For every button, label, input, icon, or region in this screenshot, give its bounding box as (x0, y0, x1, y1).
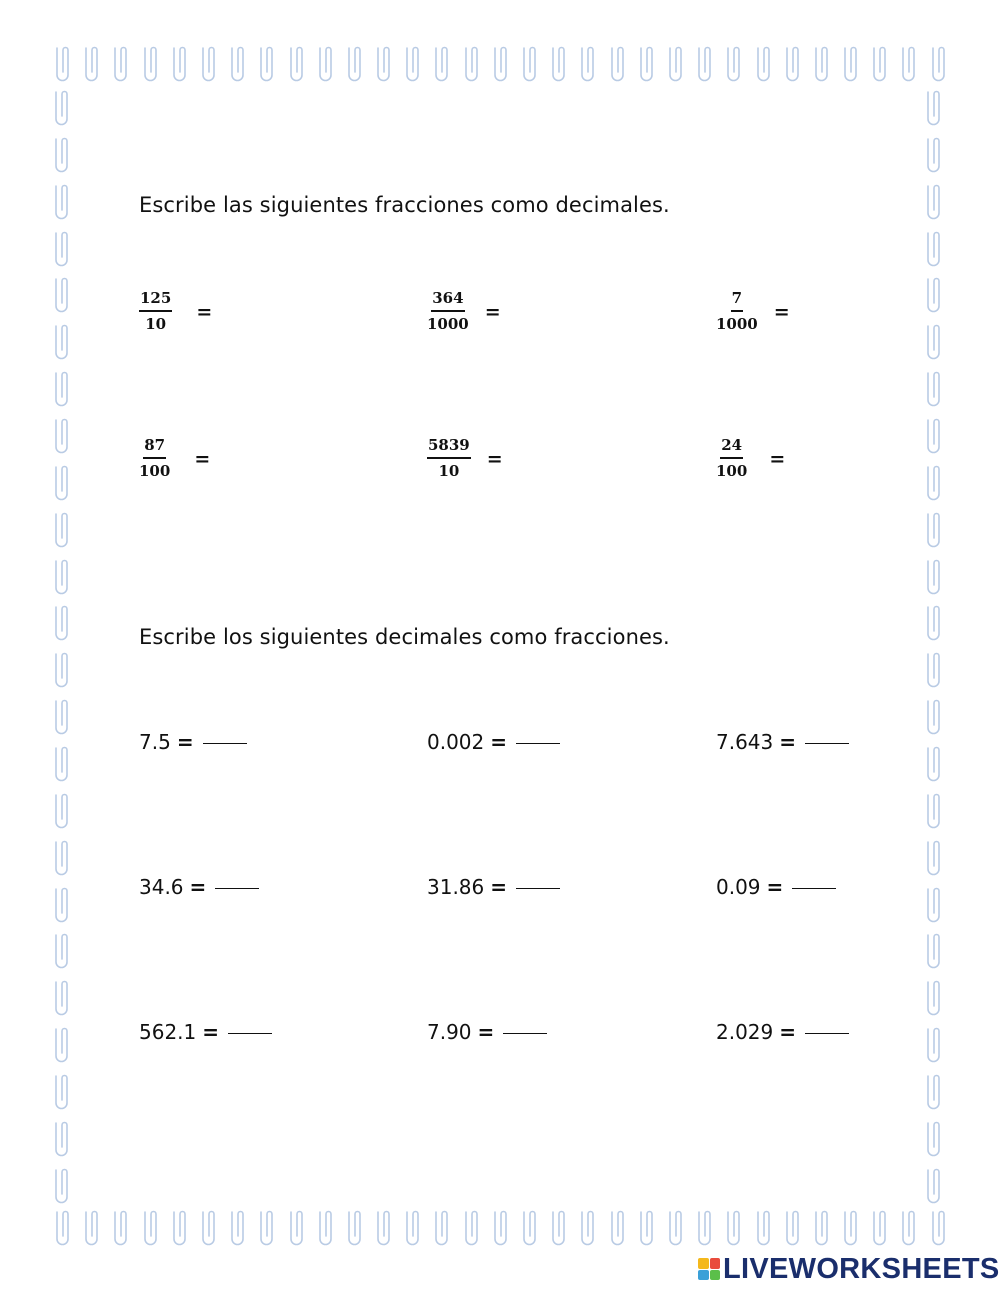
paperclip-icon (231, 1206, 245, 1246)
decimal-exercise (716, 730, 849, 754)
paperclip-icon (144, 42, 158, 82)
decimal-exercise (716, 1020, 849, 1044)
paperclip-icon (757, 42, 771, 82)
fraction-exercise (139, 437, 210, 480)
paperclip-icon (348, 1206, 362, 1246)
paperclip-icon (873, 1206, 887, 1246)
equals-sign: = (176, 730, 194, 754)
paperclip-icon (55, 883, 69, 923)
logo-mark-icon (698, 1258, 720, 1280)
paperclip-icon (669, 1206, 683, 1246)
numerator: 87 (143, 437, 166, 459)
decimal-value: 0.09 (716, 875, 761, 899)
answer-line[interactable] (792, 888, 836, 889)
denominator: 1000 (716, 315, 758, 333)
denominator: 100 (716, 462, 748, 480)
border-bottom (56, 1206, 946, 1250)
answer-line[interactable] (228, 1033, 272, 1034)
paperclip-icon (55, 929, 69, 969)
paperclip-icon (927, 1070, 941, 1110)
paperclip-icon (927, 86, 941, 126)
paperclip-icon (727, 1206, 741, 1246)
paperclip-icon (927, 976, 941, 1016)
paperclip-icon (932, 42, 946, 82)
paperclip-icon (144, 1206, 158, 1246)
decimal-exercise (427, 730, 560, 754)
paperclip-icon (55, 601, 69, 641)
decimal-value: 0.002 (427, 730, 485, 754)
decimal-value: 2.029 (716, 1020, 774, 1044)
paperclip-icon (55, 555, 69, 595)
paperclip-icon (927, 273, 941, 313)
fraction-exercise (716, 290, 790, 333)
paperclip-icon (55, 1023, 69, 1063)
paperclip-icon (55, 273, 69, 313)
paperclip-icon (927, 555, 941, 595)
paperclip-icon (927, 1164, 941, 1204)
paperclip-icon (202, 1206, 216, 1246)
paperclip-icon (85, 42, 99, 82)
paperclip-icon (55, 227, 69, 267)
equals-sign: = (766, 875, 784, 899)
decimal-value: 7.643 (716, 730, 774, 754)
paperclip-icon (290, 1206, 304, 1246)
paperclip-icon (927, 789, 941, 829)
paperclip-icon (55, 1117, 69, 1157)
fraction (139, 437, 170, 480)
fraction (716, 437, 747, 480)
paperclip-icon (55, 1070, 69, 1110)
denominator: 100 (139, 462, 171, 480)
decimal-value: 7.90 (427, 1020, 472, 1044)
border-left (55, 86, 73, 1204)
paperclip-icon (927, 508, 941, 548)
answer-line[interactable] (503, 1033, 547, 1034)
fraction (139, 290, 172, 333)
fraction-exercise (427, 290, 501, 333)
numerator: 364 (431, 290, 464, 312)
paperclip-icon (494, 1206, 508, 1246)
paperclip-icon (202, 42, 216, 82)
decimal-value: 7.5 (139, 730, 171, 754)
paperclip-icon (927, 1023, 941, 1063)
paperclip-icon (844, 42, 858, 82)
paperclip-icon (55, 648, 69, 688)
equals-sign: = (194, 447, 211, 470)
paperclip-icon (727, 42, 741, 82)
paperclip-icon (698, 42, 712, 82)
decimal-exercise (139, 875, 259, 899)
paperclip-icon (231, 42, 245, 82)
numerator: 5839 (427, 437, 471, 459)
paperclip-icon (523, 1206, 537, 1246)
paperclip-icon (319, 1206, 333, 1246)
denominator: 10 (145, 315, 167, 333)
paperclip-icon (377, 42, 391, 82)
paperclip-icon (55, 1164, 69, 1204)
equals-sign: = (484, 300, 501, 323)
paperclip-icon (927, 367, 941, 407)
paperclip-icon (927, 320, 941, 360)
answer-line[interactable] (805, 743, 849, 744)
fraction (427, 290, 469, 333)
paperclip-icon (927, 836, 941, 876)
fraction (716, 290, 758, 333)
liveworksheets-logo[interactable] (698, 1254, 1000, 1284)
paperclip-icon (640, 42, 654, 82)
answer-line[interactable] (805, 1033, 849, 1034)
answer-line[interactable] (516, 888, 560, 889)
paperclip-icon (902, 42, 916, 82)
paperclip-icon (927, 648, 941, 688)
equals-sign: = (486, 447, 503, 470)
paperclip-icon (786, 42, 800, 82)
paperclip-icon (435, 42, 449, 82)
answer-line[interactable] (215, 888, 259, 889)
paperclip-icon (927, 883, 941, 923)
decimal-value: 34.6 (139, 875, 184, 899)
denominator: 10 (438, 462, 460, 480)
section-heading-decimals: Escribe los siguientes decimales como fracciones. (139, 625, 670, 649)
paperclip-icon (290, 42, 304, 82)
logo-text: LIVEWORKSHEETS (723, 1253, 1000, 1285)
equals-sign: = (477, 1020, 495, 1044)
border-top (56, 42, 946, 86)
numerator: 7 (731, 290, 743, 312)
paperclip-icon (55, 695, 69, 735)
paperclip-icon (55, 789, 69, 829)
paperclip-icon (932, 1206, 946, 1246)
paperclip-icon (55, 976, 69, 1016)
paperclip-icon (757, 1206, 771, 1246)
paperclip-icon (55, 133, 69, 173)
paperclip-icon (640, 1206, 654, 1246)
numerator: 125 (139, 290, 172, 312)
paperclip-icon (581, 1206, 595, 1246)
decimal-value: 31.86 (427, 875, 485, 899)
paperclip-icon (927, 1117, 941, 1157)
paperclip-icon (319, 42, 333, 82)
paperclip-icon (55, 86, 69, 126)
paperclip-icon (114, 1206, 128, 1246)
paperclip-icon (927, 414, 941, 454)
paperclip-icon (260, 1206, 274, 1246)
paperclip-icon (56, 42, 70, 82)
paperclip-icon (85, 1206, 99, 1246)
equals-sign: = (490, 875, 508, 899)
fraction (427, 437, 471, 480)
section-heading-fractions: Escribe las siguientes fracciones como decimales. (139, 193, 670, 217)
paperclip-icon (902, 1206, 916, 1246)
decimal-exercise (139, 730, 247, 754)
equals-sign: = (189, 875, 207, 899)
decimal-value: 562.1 (139, 1020, 197, 1044)
paperclip-icon (927, 929, 941, 969)
paperclip-icon (55, 320, 69, 360)
paperclip-icon (173, 1206, 187, 1246)
paperclip-icon (55, 414, 69, 454)
paperclip-icon (55, 367, 69, 407)
paperclip-icon (260, 42, 274, 82)
paperclip-icon (815, 42, 829, 82)
denominator: 1000 (427, 315, 469, 333)
paperclip-icon (406, 42, 420, 82)
paperclip-icon (494, 42, 508, 82)
paperclip-icon (406, 1206, 420, 1246)
paperclip-icon (581, 42, 595, 82)
paperclip-icon (55, 836, 69, 876)
paperclip-icon (927, 180, 941, 220)
decimal-exercise (427, 875, 560, 899)
paperclip-icon (465, 1206, 479, 1246)
border-right (927, 86, 945, 1204)
paperclip-icon (669, 42, 683, 82)
paperclip-icon (786, 1206, 800, 1246)
paperclip-icon (377, 1206, 391, 1246)
equals-sign: = (769, 447, 786, 470)
decimal-exercise (427, 1020, 547, 1044)
paperclip-icon (552, 1206, 566, 1246)
paperclip-icon (927, 742, 941, 782)
decimal-exercise (139, 1020, 272, 1044)
paperclip-icon (348, 42, 362, 82)
paperclip-icon (465, 42, 479, 82)
answer-line[interactable] (203, 743, 247, 744)
equals-sign: = (196, 300, 213, 323)
fraction-exercise (716, 437, 785, 480)
paperclip-icon (611, 42, 625, 82)
paperclip-icon (844, 1206, 858, 1246)
answer-line[interactable] (516, 743, 560, 744)
paperclip-icon (873, 42, 887, 82)
paperclip-icon (435, 1206, 449, 1246)
paperclip-icon (114, 42, 128, 82)
decimal-exercise (716, 875, 836, 899)
equals-sign: = (773, 300, 790, 323)
paperclip-icon (56, 1206, 70, 1246)
fraction-exercise (427, 437, 503, 480)
paperclip-icon (552, 42, 566, 82)
paperclip-icon (815, 1206, 829, 1246)
paperclip-icon (698, 1206, 712, 1246)
numerator: 24 (720, 437, 743, 459)
paperclip-icon (927, 133, 941, 173)
paperclip-icon (173, 42, 187, 82)
equals-sign: = (779, 1020, 797, 1044)
paperclip-icon (523, 42, 537, 82)
paperclip-icon (55, 508, 69, 548)
fraction-exercise (139, 290, 212, 333)
paperclip-icon (55, 180, 69, 220)
paperclip-icon (611, 1206, 625, 1246)
equals-sign: = (779, 730, 797, 754)
paperclip-icon (927, 461, 941, 501)
paperclip-icon (927, 601, 941, 641)
equals-sign: = (490, 730, 508, 754)
paperclip-icon (927, 227, 941, 267)
paperclip-icon (927, 695, 941, 735)
paperclip-icon (55, 461, 69, 501)
equals-sign: = (202, 1020, 220, 1044)
paperclip-icon (55, 742, 69, 782)
